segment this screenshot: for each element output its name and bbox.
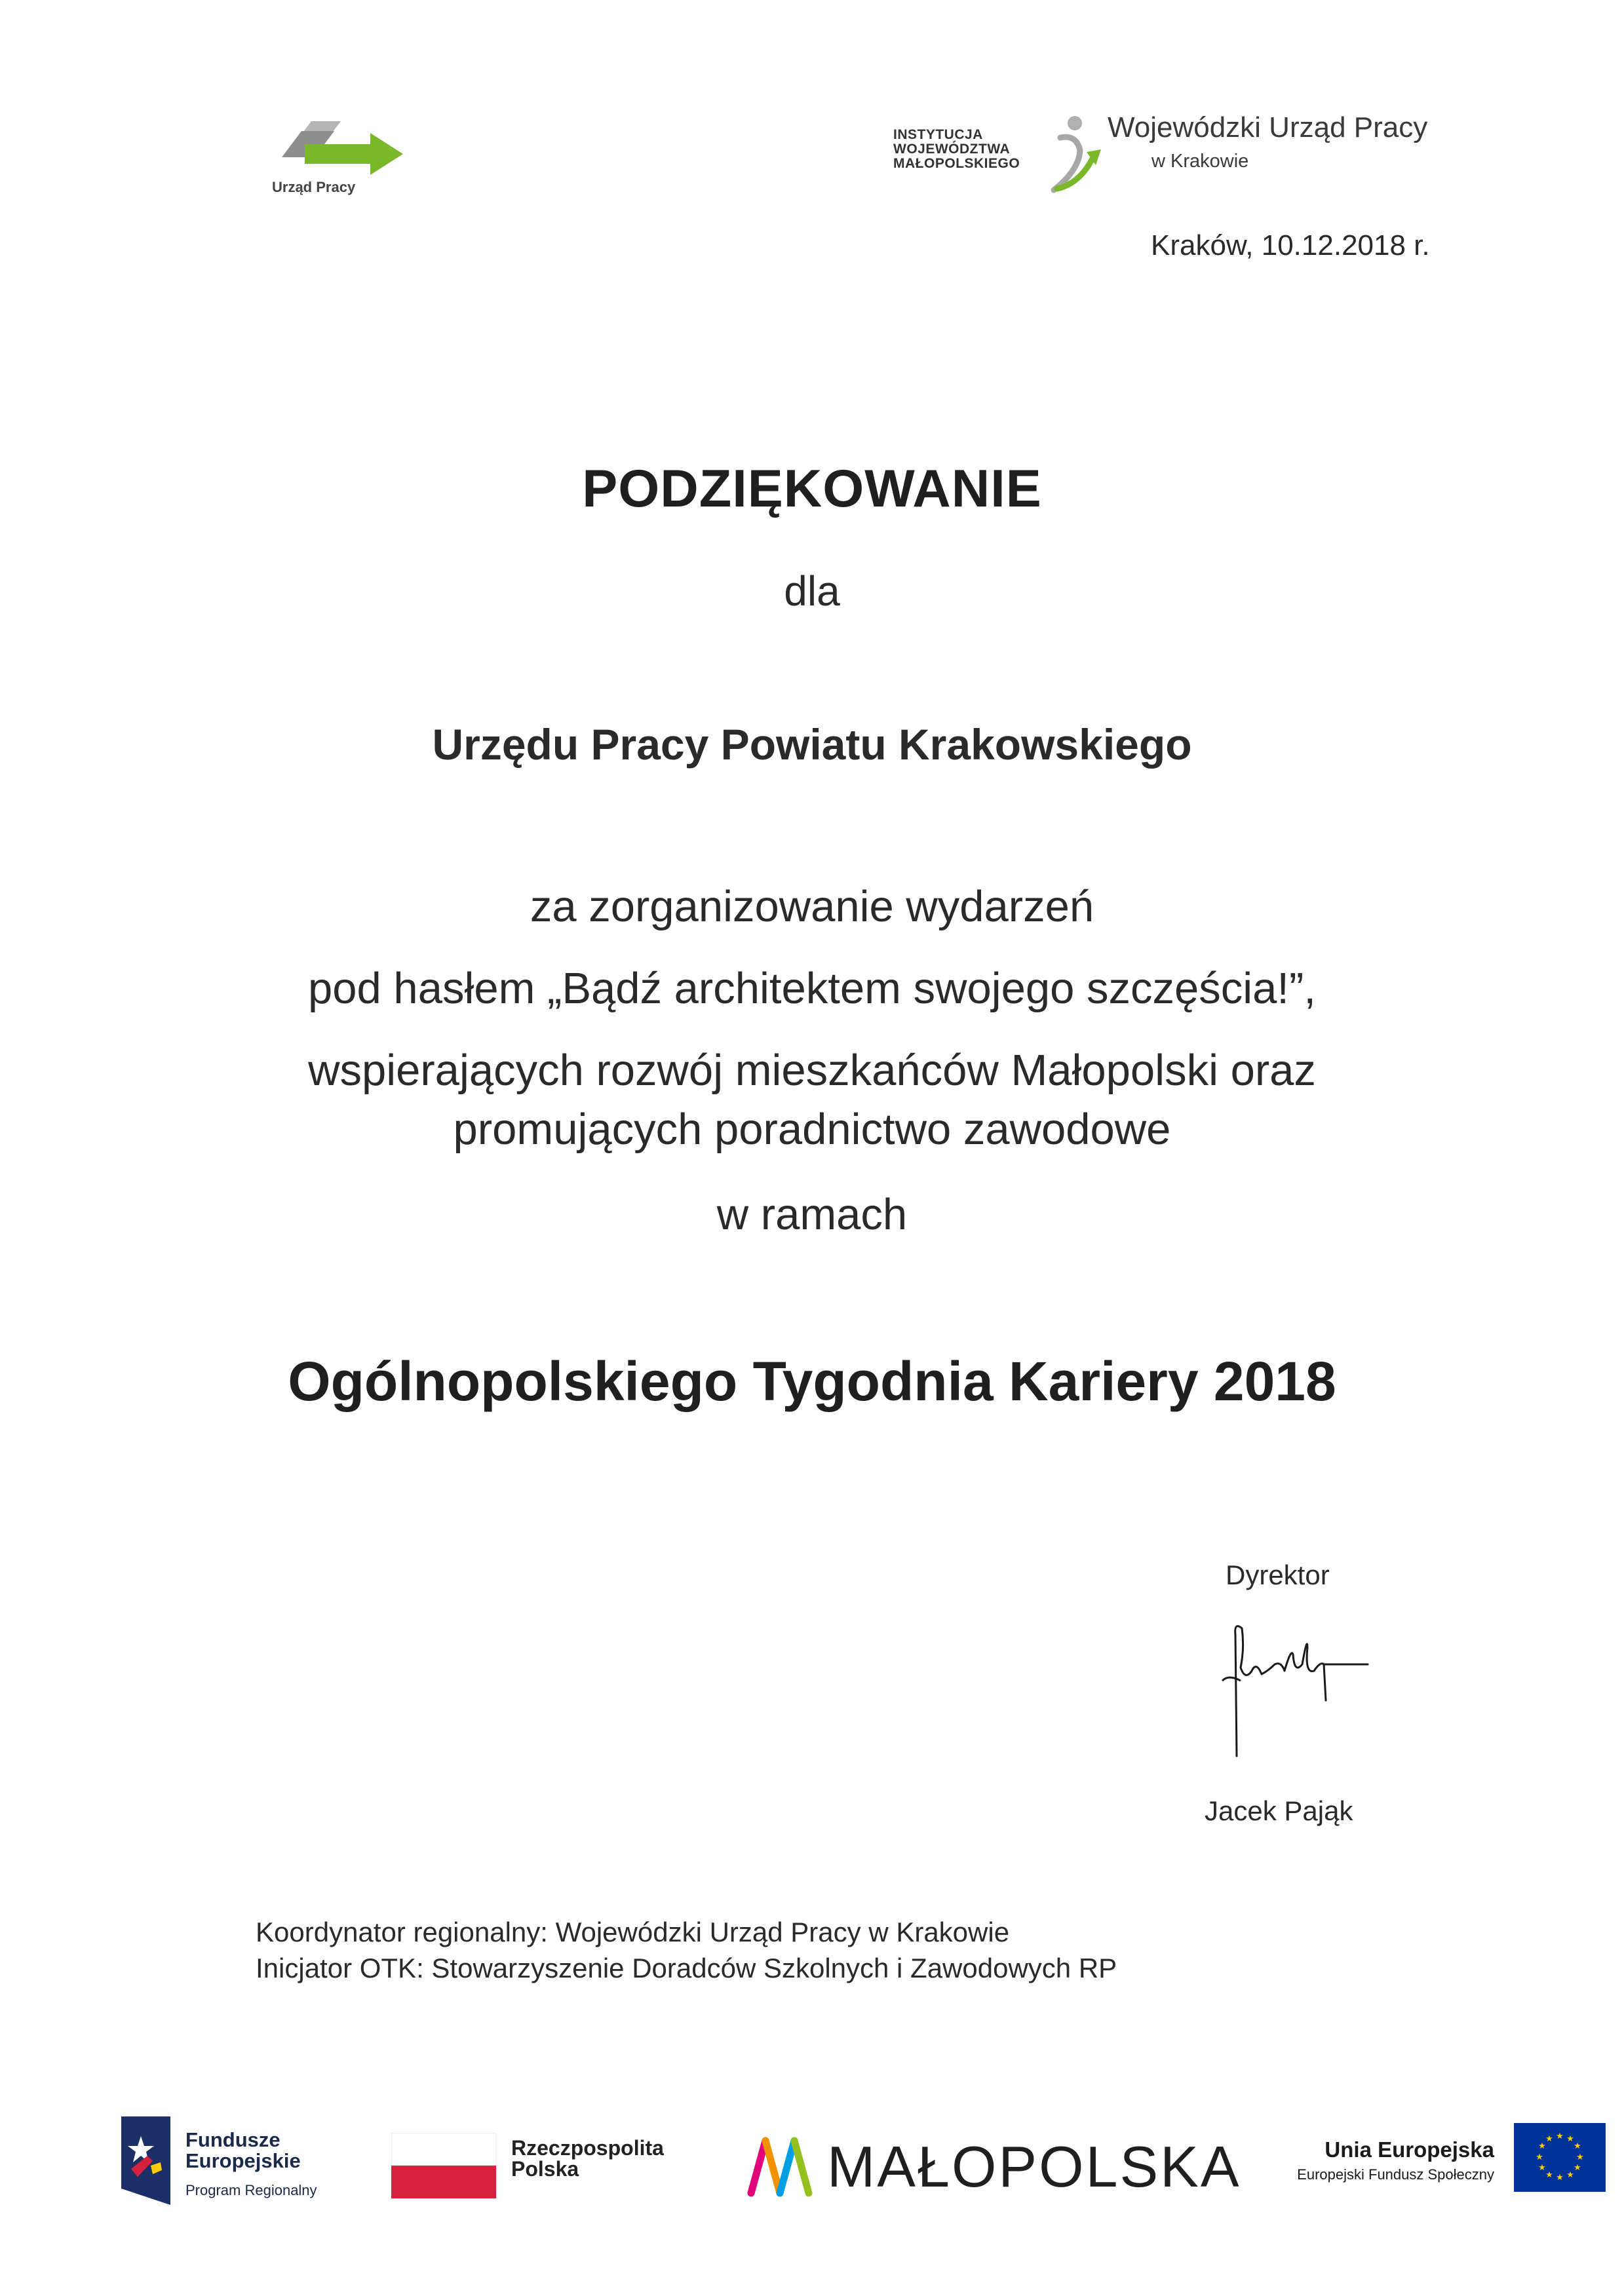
fe-program-label: Program Regionalny — [185, 2182, 317, 2198]
recipient-name: Urzędu Pracy Powiatu Krakowskiego — [432, 720, 1192, 769]
wup-title: Wojewódzki Urząd Pracy — [1108, 111, 1428, 144]
initiator-line: Inicjator OTK: Stowarzyszenie Doradców Szkolnych i Zawodowych RP — [256, 1953, 1117, 1983]
document-date: Kraków, 10.12.2018 r. — [1151, 229, 1430, 261]
document-title: PODZIĘKOWANIE — [582, 459, 1042, 518]
wup-figure-logo-icon — [1041, 111, 1103, 200]
for-word: dla — [784, 567, 840, 615]
fe-label-line: Fundusze — [185, 2128, 280, 2151]
malopolska-wordmark: MAŁOPOLSKA — [827, 2134, 1241, 2199]
rp-label-line: Polska — [511, 2157, 579, 2181]
svg-text:★: ★ — [1566, 2170, 1574, 2180]
svg-text:★: ★ — [1574, 2141, 1581, 2151]
director-name: Jacek Pająk — [1205, 1795, 1353, 1826]
body-line: pod hasłem „Bądź architektem swojego szczęścia!”, — [308, 964, 1316, 1013]
body-line: wspierających rozwój mieszkańców Małopolski oraz — [308, 1046, 1316, 1095]
rp-label-line: Rzeczpospolita — [511, 2136, 664, 2160]
fundusze-europejskie-logo — [121, 2116, 180, 2205]
malopolska-mark — [746, 2133, 815, 2198]
svg-text:★: ★ — [1566, 2134, 1574, 2144]
urzad-pracy-logo-icon — [272, 108, 416, 180]
fundusze-europejskie-icon — [121, 2116, 180, 2205]
body-line: w ramach — [716, 1190, 908, 1239]
institution-line: WOJEWÓDZTWA — [893, 142, 1011, 157]
urzad-pracy-logo — [272, 108, 416, 206]
svg-text:★: ★ — [1556, 2132, 1564, 2141]
svg-text:★: ★ — [1545, 2170, 1553, 2180]
urzad-pracy-logo-text: Urząd Pracy — [272, 179, 356, 195]
body-line: za zorganizowanie wydarzeń — [530, 882, 1094, 931]
institution-line: MAŁOPOLSKIEGO — [893, 156, 1020, 171]
polish-flag — [391, 2133, 496, 2198]
fe-label-line: Europejskie — [185, 2149, 301, 2172]
wup-subtitle: w Krakowie — [1151, 151, 1249, 172]
institution-line: INSTYTUCJA — [893, 127, 983, 142]
svg-text:★: ★ — [1538, 2163, 1546, 2173]
svg-text:★: ★ — [1536, 2152, 1543, 2162]
body-line: promujących poradnictwo zawodowe — [453, 1105, 1171, 1154]
wup-figure-logo — [1041, 111, 1103, 200]
director-title: Dyrektor — [1226, 1559, 1330, 1590]
svg-text:★: ★ — [1538, 2141, 1546, 2151]
svg-text:★: ★ — [1556, 2173, 1564, 2183]
eu-label: Unia Europejska — [1324, 2137, 1494, 2162]
eu-flag — [1514, 2123, 1606, 2192]
svg-text:★: ★ — [1576, 2152, 1584, 2162]
svg-text:★: ★ — [1574, 2163, 1581, 2173]
polish-flag-icon — [391, 2133, 496, 2198]
eu-flag-icon — [1514, 2123, 1606, 2192]
handwritten-signature — [1216, 1609, 1373, 1772]
regional-coordinator-line: Koordynator regionalny: Wojewódzki Urząd Pracy w Krakowie — [256, 1917, 1010, 1947]
malopolska-mark-icon — [746, 2133, 815, 2198]
svg-text:★: ★ — [1545, 2134, 1553, 2144]
esf-label: Europejski Fundusz Społeczny — [1297, 2166, 1494, 2183]
institution-label — [893, 128, 1020, 171]
event-name: Ogólnopolskiego Tygodnia Kariery 2018 — [288, 1350, 1336, 1412]
